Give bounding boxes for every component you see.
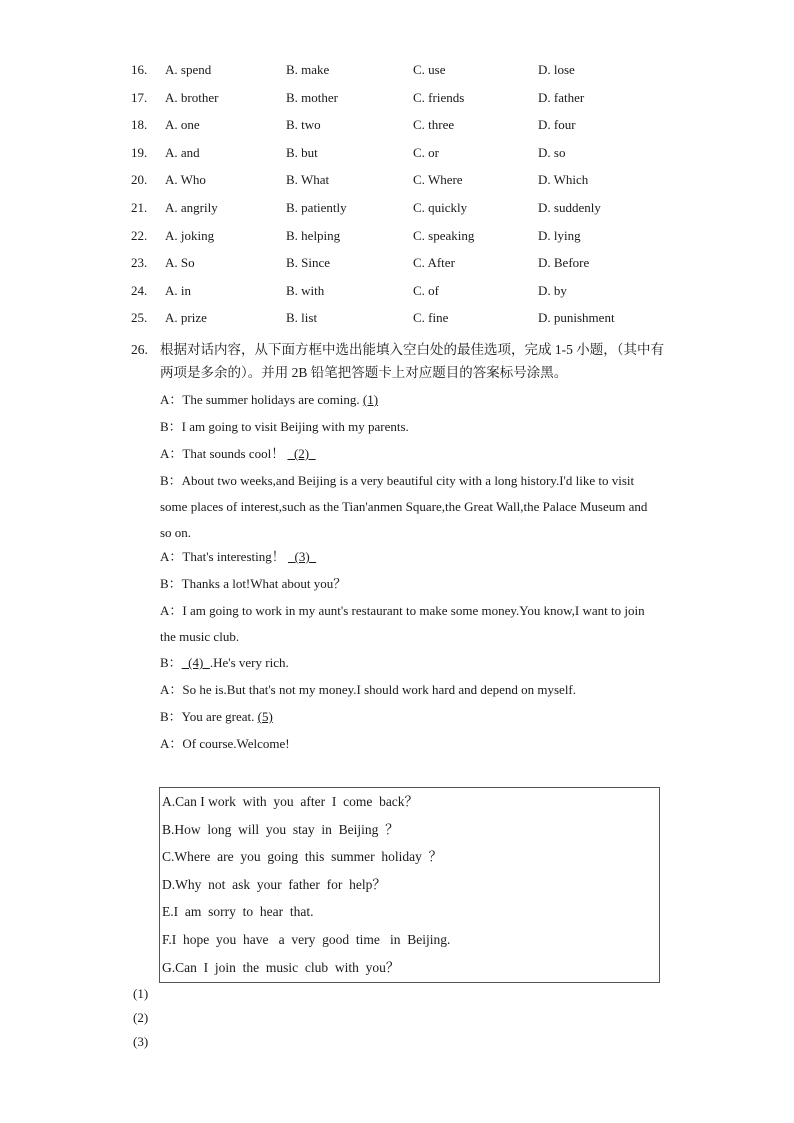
option-text: quickly [428,200,468,215]
option-text: of [428,283,440,298]
option-c[interactable] [413,281,439,301]
dialogue-text: .He's very rich. [209,655,289,670]
option-text: Which [553,172,589,187]
dialogue-line [160,544,660,569]
option-text: So [180,255,195,270]
dialogue-line: A：So he is.But that's not my money.I should work hard and depend on myself. [160,682,577,697]
question-number: 25. [131,310,148,325]
answer-slot-1[interactable]: (1) [133,986,149,1001]
answer-slot-2[interactable]: (2) [133,1010,149,1025]
option-letter: B. [286,172,298,187]
dialogue-text: A：That sounds cool！ [160,446,285,461]
option-letter: B. [286,310,298,325]
option-text: lying [553,228,581,243]
option-d[interactable] [538,308,615,328]
box-option: D.Why not ask your father for help？ [162,876,386,892]
option-c[interactable] [413,143,439,163]
option-text: father [553,90,585,105]
option-letter: C. [413,228,425,243]
option-letter: A. [165,283,178,298]
option-letter: D. [538,145,551,160]
option-text: use [428,62,446,77]
dialogue-line: A：I am going to work in my aunt's restaurant to make some money.You know,I want to join the music club. [160,603,645,644]
option-letter: C. [413,200,425,215]
box-option: G.Can I join the music club with you？ [162,959,400,975]
option-text: patiently [301,200,347,215]
option-letter: D. [538,117,551,132]
option-d[interactable] [538,281,567,301]
dialogue-line: B：Thanks a lot!What about you？ [160,576,347,591]
option-a[interactable] [165,308,207,328]
blank-1: (1) [362,392,379,407]
question-number: 21. [131,200,148,215]
question-26-instruction [131,338,671,384]
option-letter: A. [165,200,178,215]
dialogue-line [160,650,660,675]
answer-slot-3[interactable]: (3) [133,1034,149,1049]
option-text: lose [553,62,575,77]
option-text: mother [301,90,338,105]
option-text: list [301,310,318,325]
option-letter: B. [286,228,298,243]
option-text: with [301,283,325,298]
question-number: 24. [131,283,148,298]
question-number: 23. [131,255,148,270]
option-text: friends [428,90,465,105]
option-a[interactable] [165,60,211,80]
option-letter: B. [286,283,298,298]
option-letter: A. [165,228,178,243]
option-letter: C. [413,255,425,270]
option-letter: A. [165,90,178,105]
option-c[interactable] [413,226,474,246]
option-text: three [428,117,455,132]
option-letter: C. [413,145,425,160]
option-text: one [180,117,200,132]
question-number: 26. [131,342,148,357]
option-letter: D. [538,62,551,77]
option-d[interactable] [538,88,584,108]
dialogue-line [160,704,660,729]
option-c[interactable] [413,198,467,218]
dialogue-line [160,441,660,466]
option-letter: D. [538,283,551,298]
option-b[interactable] [286,308,317,328]
dialogue-text: B： [160,655,182,670]
option-text: fine [428,310,449,325]
option-b[interactable] [286,170,329,190]
option-text: so [553,145,566,160]
blank-3: (3) [288,549,317,564]
option-letter: D. [538,200,551,215]
option-a[interactable] [165,253,195,273]
option-a[interactable] [165,115,200,135]
option-text: helping [301,228,341,243]
option-letter: D. [538,228,551,243]
option-c[interactable] [413,88,464,108]
option-letter: C. [413,172,425,187]
dialogue-line: B：About two weeks,and Beijing is a very beautiful city with a long history.I'd like to visit some places of interest,such as the Tian'anmen Square,the Great Wall,the Palace Museum and so on. [160,473,648,540]
option-text: Since [301,255,331,270]
option-b[interactable] [286,281,324,301]
option-letter: A. [165,145,178,160]
option-a[interactable] [165,143,200,163]
option-letter: B. [286,200,298,215]
option-b[interactable] [286,115,321,135]
option-letter: B. [286,145,298,160]
question-number: 18. [131,117,148,132]
box-option: F.I hope you have a very good time in Beijing. [162,931,451,947]
option-text: speaking [428,228,475,243]
option-text: two [301,117,321,132]
option-a[interactable] [165,198,218,218]
option-c[interactable] [413,60,446,80]
question-number: 19. [131,145,148,160]
option-letter: C. [413,62,425,77]
question-number: 16. [131,62,148,77]
question-number: 17. [131,90,148,105]
option-b[interactable] [286,198,347,218]
option-text: by [553,283,567,298]
box-option: B.How long will you stay in Beijing ？ [162,821,399,837]
box-option: E.I am sorry to hear that. [162,904,314,920]
option-c[interactable] [413,308,448,328]
option-b[interactable] [286,60,329,80]
option-letter: D. [538,255,551,270]
option-letter: D. [538,172,551,187]
option-b[interactable] [286,226,340,246]
blank-4: (4) [181,655,210,670]
option-text: or [428,145,440,160]
option-text: joking [180,228,215,243]
option-text: in [180,283,192,298]
option-letter: A. [165,255,178,270]
option-text: What [300,172,330,187]
dialogue-text: B：You are great. [160,709,255,724]
option-d[interactable] [538,115,576,135]
option-c[interactable] [413,253,455,273]
blank-2: (2) [287,446,316,461]
box-option: C.Where are you going this summer holiday ？ [162,849,443,865]
instruction-text: 根据对话内容，从下面方框中选出能填入空白处的最佳选项，完成 1-5 小题，（其中有两项是多余的）。并用 2B 铅笔把答题卡上对应题目的答案标号涂黑。 [160,342,664,380]
option-text: spend [180,62,212,77]
option-letter: A. [165,172,178,187]
option-text: Who [180,172,206,187]
option-b[interactable] [286,253,330,273]
option-letter: A. [165,117,178,132]
option-letter: D. [538,310,551,325]
dialogue-line: B：I am going to visit Beijing with my parents. [160,419,409,434]
option-d[interactable] [538,60,575,80]
option-d[interactable] [538,226,581,246]
dialogue-text: A：The summer holidays are coming. [160,392,360,407]
option-a[interactable] [165,88,218,108]
option-b[interactable] [286,88,338,108]
option-text: and [180,145,200,160]
dialogue-text: A：That's interesting！ [160,549,285,564]
blank-5: (5) [257,709,273,724]
dialogue-line: A：Of course.Welcome! [160,736,290,751]
option-c[interactable] [413,170,463,190]
option-text: make [301,62,330,77]
option-letter: A. [165,310,178,325]
option-text: but [301,145,318,160]
box-option: A.Can I work with you after I come back？ [162,794,419,809]
option-a[interactable] [165,170,206,190]
dialogue-line [160,387,660,412]
option-text: Where [427,172,463,187]
option-text: four [553,117,576,132]
option-d[interactable] [538,253,589,273]
option-text: Before [553,255,590,270]
option-text: brother [180,90,219,105]
option-c[interactable] [413,115,454,135]
option-text: prize [180,310,207,325]
option-text: angrily [180,200,218,215]
option-a[interactable] [165,281,191,301]
option-letter: C. [413,310,425,325]
question-number: 20. [131,172,148,187]
option-letter: A. [165,62,178,77]
option-letter: B. [286,255,298,270]
option-letter: B. [286,90,298,105]
option-letter: B. [286,117,298,132]
option-text: punishment [553,310,615,325]
question-number: 22. [131,228,148,243]
option-d[interactable] [538,170,588,190]
option-letter: B. [286,62,298,77]
option-letter: C. [413,90,425,105]
option-b[interactable] [286,143,318,163]
options-box [159,787,660,983]
option-d[interactable] [538,143,565,163]
option-letter: D. [538,90,551,105]
option-letter: C. [413,283,425,298]
option-a[interactable] [165,226,214,246]
option-text: suddenly [553,200,601,215]
option-d[interactable] [538,198,601,218]
option-text: After [427,255,455,270]
option-letter: C. [413,117,425,132]
